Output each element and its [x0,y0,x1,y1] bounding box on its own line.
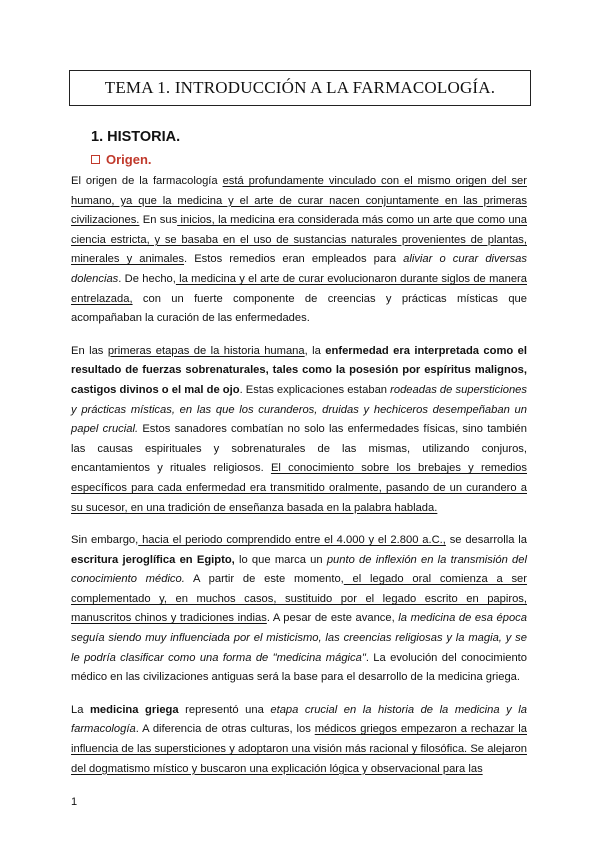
p1-text-5: con un fuerte componente de creencias y prácticas místicas que acompañaban la curación de las enfermedades. [71,292,527,325]
paragraph-4 [71,701,527,779]
page-number: 1 [71,796,78,808]
p2-bold-1: enfermedad era interpretada como el resultado de fuerzas sobrenaturales, tales como la posesión por espíritus malignos, castigos divinos o el mal de ojo [71,344,527,396]
body-text [71,172,527,792]
p4-underline-1: médicos griegos empezaron a rechazar la influencia de las supersticiones y adoptaron una visión más racional y filosófica. Se alejaron del dogmatismo místico y buscaron una explicación lógica y observacional para las [71,723,527,775]
p1-text-4: . De hecho, [118,272,176,285]
section-heading: 1. HISTORIA. [91,129,181,145]
p1-underline-3: la medicina y el arte de curar evolucionaron durante siglos de manera entrelazada, [71,272,527,305]
p3-italic-1: punto de inflexión en la transmisión del conocimiento médico. [71,553,527,586]
p3-bold-1: escritura jeroglífica en Egipto, [71,553,235,566]
p2-underline-2: El conocimiento sobre los brebajes y remedios específicos para cada enfermedad era transmitido oralmente, pasando de un curandero a su sucesor, en una tradición de enseñanza basada en la palabra hablada. [71,462,527,514]
p1-text-2: En sus [139,214,178,227]
p3-text-3: lo que marca un [234,553,327,566]
p3-text-2: se desarrolla la [445,534,527,547]
p3-text-6: . La evolución del conocimiento médico en las civilizaciones antiguas será la base para el desarrollo de la medicina griega. [71,651,527,684]
p2-italic-1: rodeadas de supersticiones y prácticas místicas, en las que los curanderos, druidas y hechiceros desempeñaban un papel crucial. [71,383,527,436]
p4-text-3: . A diferencia de otras culturas, los [135,723,315,736]
p3-text-5: . A pesar de este avance, [266,612,399,625]
p1-underline-1: está profundamente vinculado con el mismo origen del ser humano, ya que la medicina y el arte de curar nacen conjuntamente en las primeras civilizaciones. [71,175,527,227]
p1-underline-2: inicios, la medicina era considerada más como un arte que como una ciencia estricta, y se basaba en el uso de sustancias naturales provenientes de plantas, minerales y animales [71,214,527,266]
p3-text-4: A partir de este momento, [184,573,344,586]
p4-italic-1: etapa crucial en la historia de la medicina y la farmacología [71,703,527,736]
subsection-heading [91,152,152,167]
document-title: TEMA 1. INTRODUCCIÓN A LA FARMACOLOGÍA. [104,78,496,97]
p2-underline-1: primeras etapas de la historia humana [107,344,305,357]
p3-underline-1: hacia el periodo comprendido entre el 4.000 y el 2.800 a.C., [138,534,446,547]
p4-text-1: La [71,703,90,716]
p2-text-1: En las [71,344,108,357]
p2-text-4: Estos sanadores combatían no solo las enfermedades físicas, sino también las causas espirituales y sobrenaturales de las mismas, utilizando conjuros, encantamientos y rituales religiosos. [71,423,528,475]
p1-text-3: . Estos remedios eran empleados para [184,253,404,266]
paragraph-1 [71,172,527,329]
p2-text-2: , la [304,344,326,357]
p1-italic-1: aliviar o curar diversas dolencias [71,253,527,285]
subsection-label: Origen. [106,152,152,167]
title-box [69,70,531,106]
p3-underline-2: el legado oral comienza a ser complementado y, en muchos casos, sustituido por el legado escrito en papiros, manuscritos chinos y tradiciones indias [71,573,528,625]
square-bullet-icon [91,155,100,164]
p4-text-2: representó una [178,703,271,716]
paragraph-3 [71,531,527,688]
p1-text-1: El origen de la farmacología [71,175,223,187]
p3-text-1: Sin embargo, [71,534,139,547]
paragraph-2 [71,342,527,518]
p2-text-3: . Estas explicaciones estaban [239,383,391,396]
p4-bold-1: medicina griega [89,703,179,716]
p3-italic-2: la medicina de esa época seguía siendo muy influenciada por el misticismo, las creencias religiosas y la magia, y se le podría clasificar como una forma de "medicina mágica" [71,612,527,664]
